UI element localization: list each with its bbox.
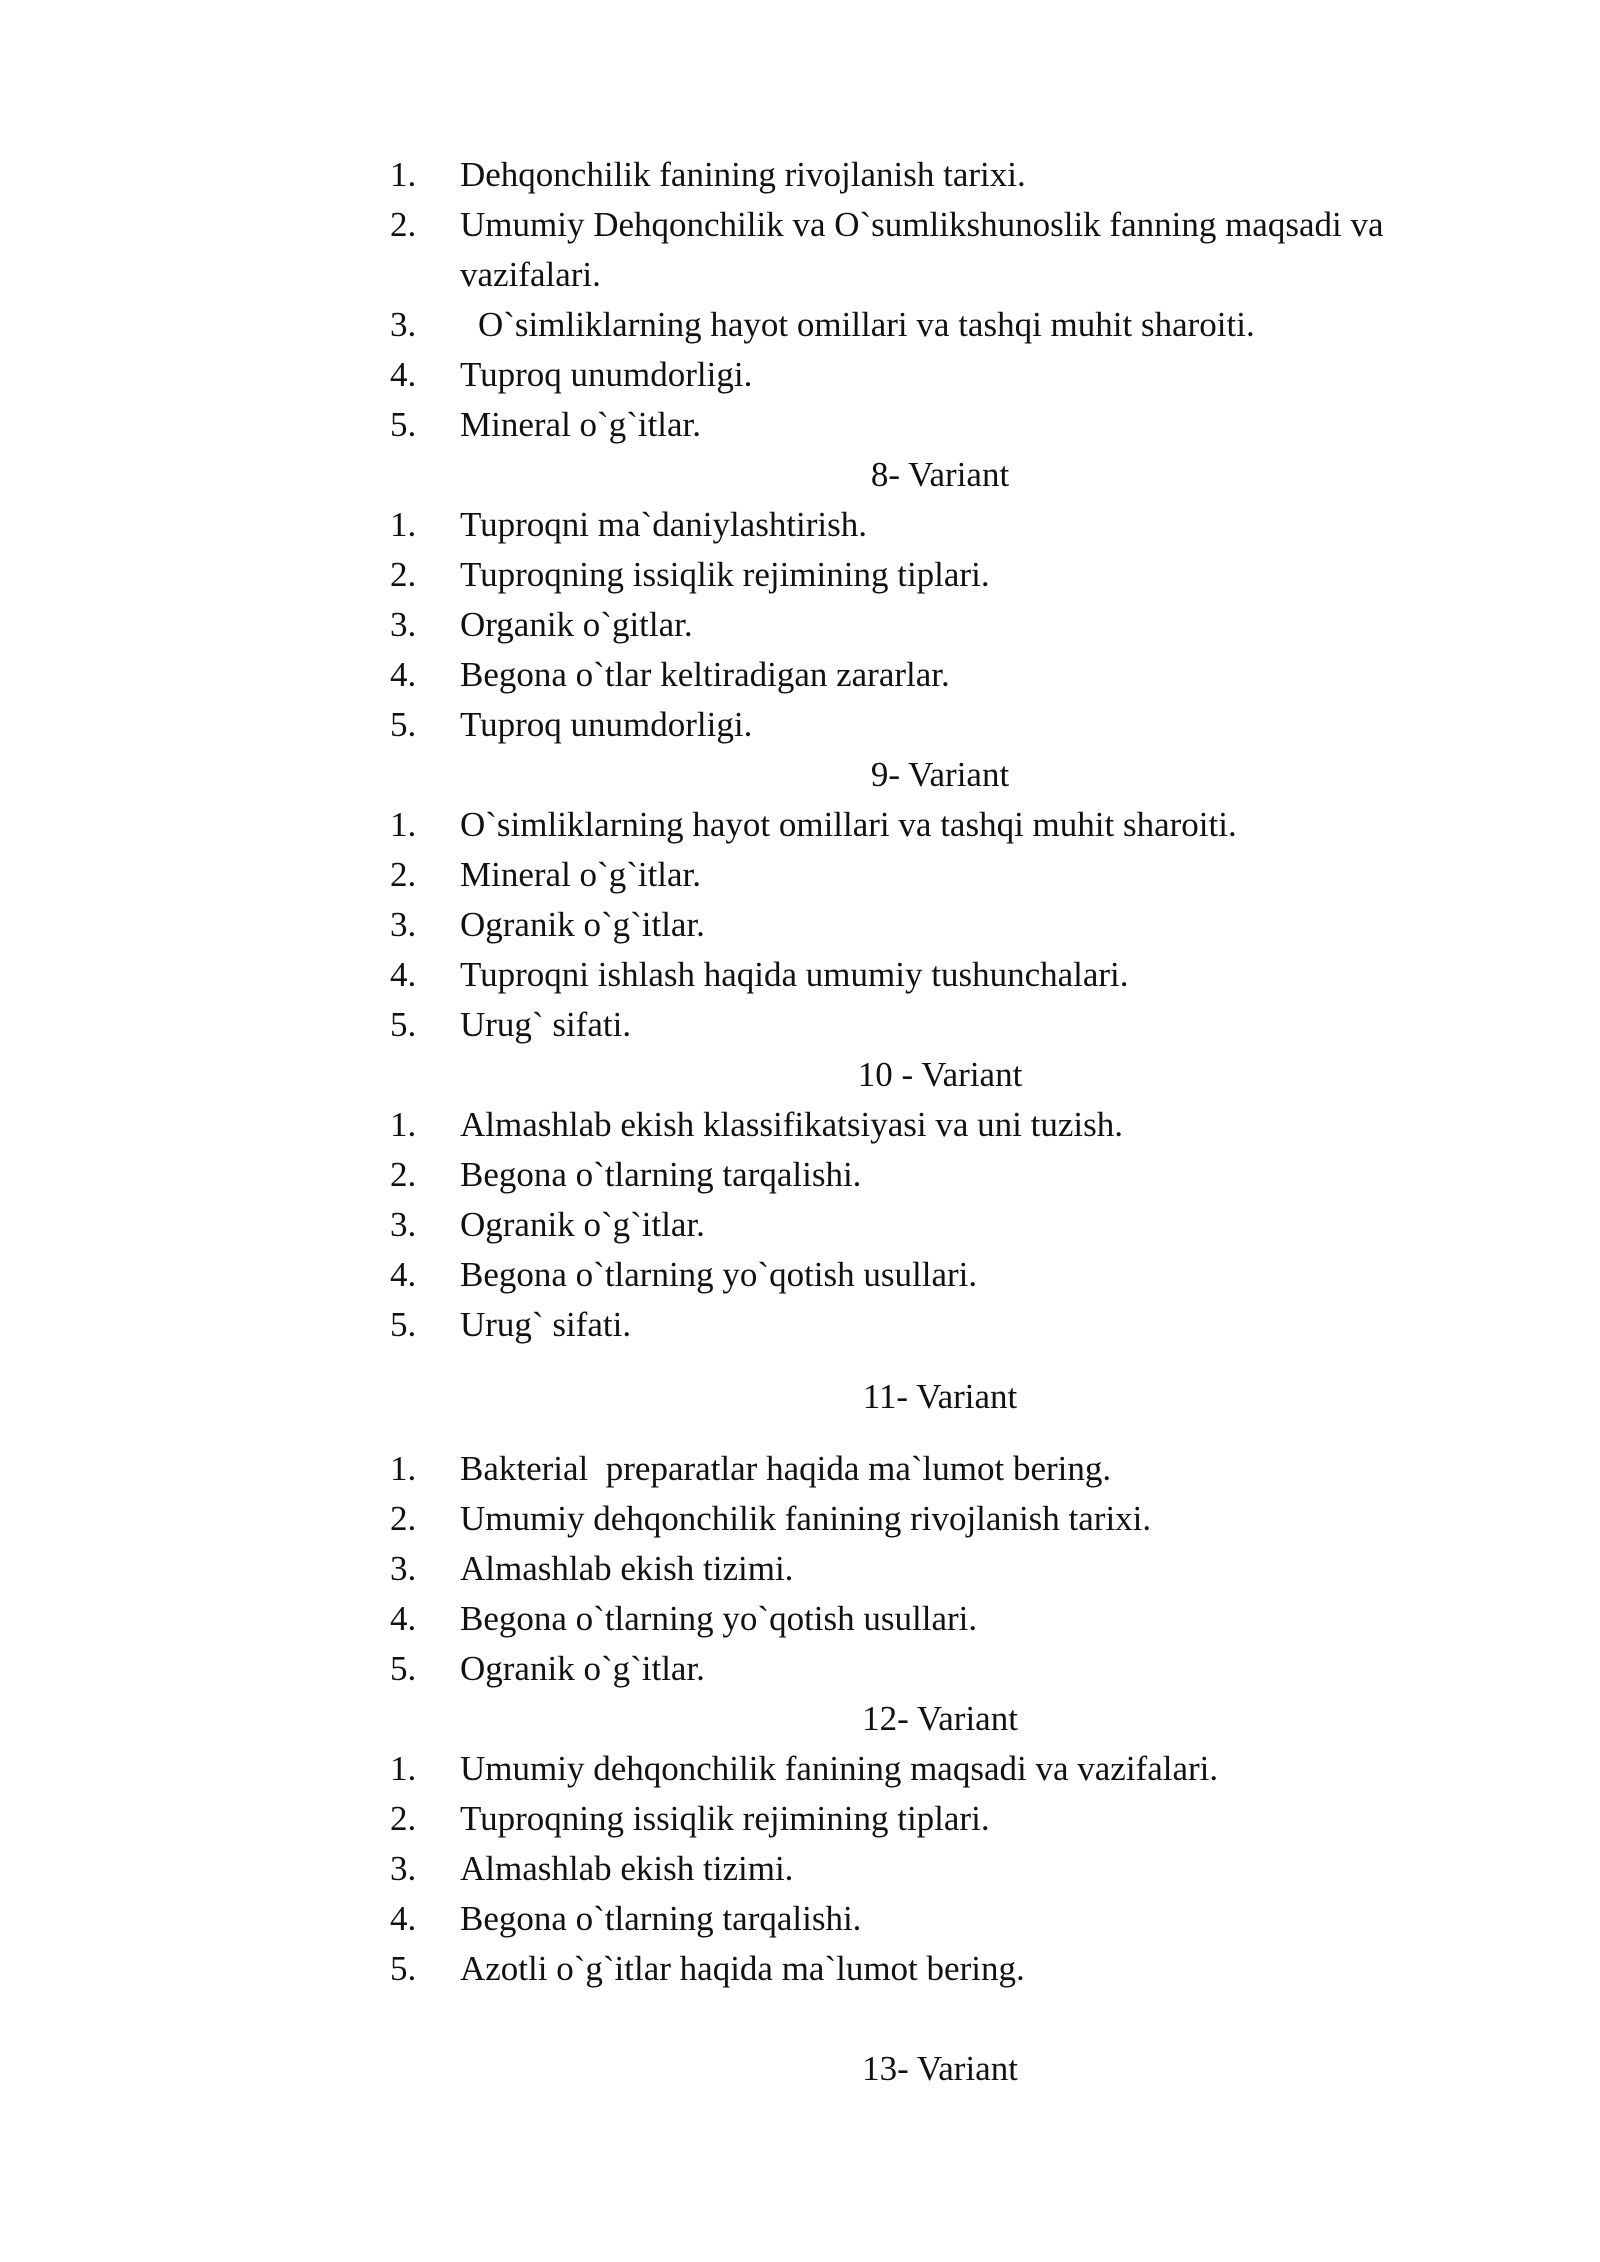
item-text: Azotli o`g`itlar haqida ma`lumot bering. (460, 1949, 1025, 1988)
item-text: Urug` sifati. (460, 1005, 632, 1044)
item-text: Tuproqning issiqlik rejimining tiplari. (460, 555, 990, 594)
item-text: Begona o`tlarning tarqalishi. (460, 1155, 862, 1194)
item-number: 5. (390, 705, 417, 744)
variant-heading: 13- Variant (862, 2049, 1018, 2088)
item-text: Dehqonchilik fanining rivojlanish tarixi. (460, 155, 1026, 194)
item-text: O`simliklarning hayot omillari va tashqi muhit sharoiti. (478, 305, 1255, 344)
item-number: 5. (390, 1649, 417, 1688)
item-number: 5. (390, 1949, 417, 1988)
item-text: O`simliklarning hayot omillari va tashqi muhit sharoiti. (460, 805, 1237, 844)
item-text: Ogranik o`g`itlar. (460, 1205, 705, 1244)
item-text: Begona o`tlarning yo`qotish usullari. (460, 1255, 978, 1294)
item-text: Umumiy dehqonchilik fanining rivojlanish tarixi. (460, 1499, 1152, 1538)
variant-heading-row (0, 450, 1600, 500)
item-number: 1. (390, 1449, 417, 1488)
variant-heading-row (0, 1694, 1600, 1744)
item-number: 3. (390, 305, 417, 344)
item-text: Almashlab ekish tizimi. (460, 1849, 794, 1888)
item-text: Mineral o`g`itlar. (460, 405, 702, 444)
item-text: Begona o`tlarning yo`qotish usullari. (460, 1599, 978, 1638)
variant-heading-row (0, 2044, 1600, 2094)
item-number: 4. (390, 655, 417, 694)
variant-heading-row (0, 750, 1600, 800)
item-number: 1. (390, 1105, 417, 1144)
item-number: 2. (390, 205, 417, 244)
item-number: 1. (390, 1749, 417, 1788)
item-number: 3. (390, 1549, 417, 1588)
item-number: 1. (390, 505, 417, 544)
variant-heading: 8- Variant (870, 455, 1010, 494)
item-text: Ogranik o`g`itlar. (460, 905, 705, 944)
item-text: Begona o`tlar keltiradigan zararlar. (460, 655, 950, 694)
item-text: Mineral o`g`itlar. (460, 855, 702, 894)
item-number: 3. (390, 1205, 417, 1244)
item-number: 1. (390, 805, 417, 844)
item-number: 4. (390, 1599, 417, 1638)
item-text: Umumiy Dehqonchilik va O`sumlikshunoslik fanning maqsadi va (460, 205, 1384, 244)
item-number: 1. (390, 155, 417, 194)
item-number: 2. (390, 1499, 417, 1538)
variant-heading: 9- Variant (870, 755, 1010, 794)
item-text: Tuproqni ishlash haqida umumiy tushunchalari. (460, 955, 1129, 994)
item-number: 3. (390, 605, 417, 644)
variant-heading: 11- Variant (862, 1377, 1018, 1416)
item-number: 3. (390, 905, 417, 944)
item-text: Organik o`gitlar. (460, 605, 693, 644)
item-text: Almashlab ekish klassifikatsiyasi va uni tuzish. (460, 1105, 1123, 1144)
item-text: Ogranik o`g`itlar. (460, 1649, 705, 1688)
item-text: Tuproqning issiqlik rejimining tiplari. (460, 1799, 990, 1838)
item-text: Urug` sifati. (460, 1305, 632, 1344)
variant-heading-row (0, 1050, 1600, 1100)
variant-heading: 12- Variant (862, 1699, 1018, 1738)
item-text: Bakterial preparatlar haqida ma`lumot bering. (460, 1449, 1112, 1488)
item-number: 2. (390, 1155, 417, 1194)
item-number: 4. (390, 1899, 417, 1938)
item-number: 5. (390, 405, 417, 444)
item-text: Tuproqni ma`daniylashtirish. (460, 505, 868, 544)
item-number: 2. (390, 1799, 417, 1838)
item-text: Almashlab ekish tizimi. (460, 1549, 794, 1588)
item-number: 3. (390, 1849, 417, 1888)
item-number: 5. (390, 1305, 417, 1344)
item-number: 2. (390, 855, 417, 894)
item-text: Begona o`tlarning tarqalishi. (460, 1899, 862, 1938)
item-text: Tuproq unumdorligi. (460, 355, 753, 394)
item-text: Tuproq unumdorligi. (460, 705, 753, 744)
variant-heading-row (0, 1372, 1600, 1422)
item-text: Umumiy dehqonchilik fanining maqsadi va vazifalari. (460, 1749, 1219, 1788)
item-text: vazifalari. (460, 255, 601, 294)
item-number: 4. (390, 355, 417, 394)
item-number: 4. (390, 1255, 417, 1294)
item-number: 4. (390, 955, 417, 994)
item-number: 2. (390, 555, 417, 594)
item-number: 5. (390, 1005, 417, 1044)
variant-heading: 10 - Variant (857, 1055, 1023, 1094)
